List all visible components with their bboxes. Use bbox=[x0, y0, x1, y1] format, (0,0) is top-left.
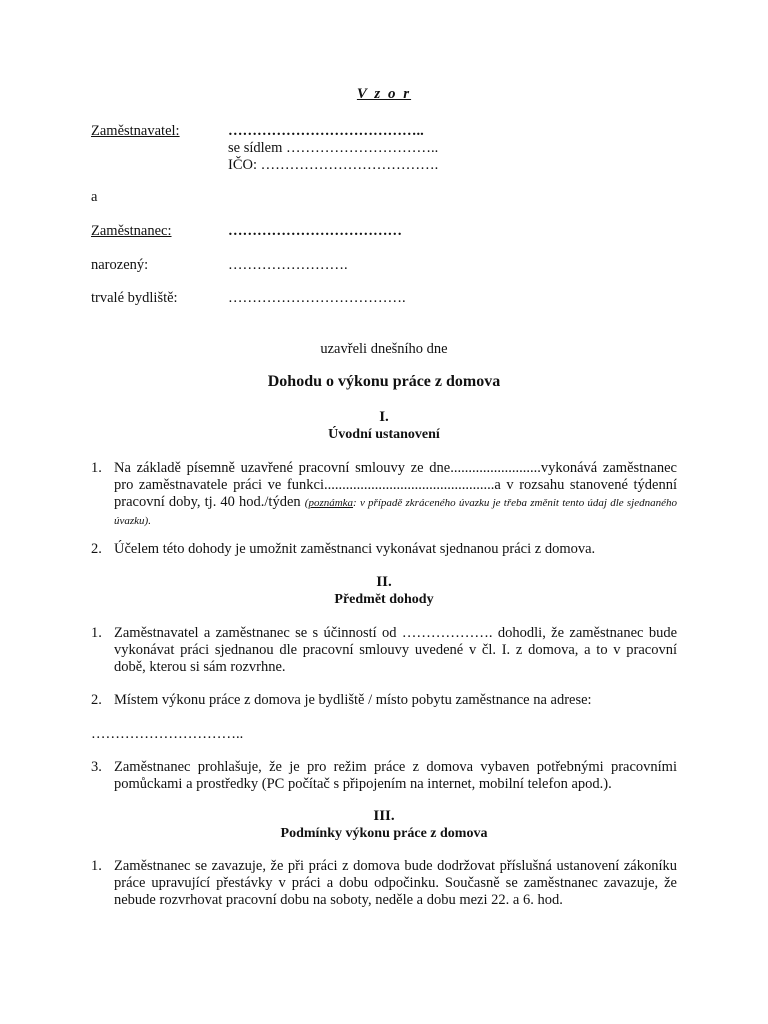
item-number: 1. bbox=[91, 460, 102, 476]
section-3-heading: Podmínky výkonu práce z domova bbox=[280, 826, 488, 841]
item-text: Zaměstnanec prohlašuje, že je pro režim práce z domova vybaven potřebnými pracovními pomůckami a prostředky (PC počítač s připojením na internet, mobilní telefon apod.). bbox=[114, 759, 677, 792]
item-text: Zaměstnanec se zavazuje, že při práci z domova bude dodržovat příslušná ustanovení zákoníku práce upravující přestávky v práci a dobu odpočinku. Současně se zaměstnanec zavazuje, že nebude rozvrhovat pracovní dobu na soboty, neděle a dobu mezi 22. a 6. hod. bbox=[114, 858, 677, 908]
section-1-number: I. bbox=[379, 409, 389, 425]
section-2-item-3 bbox=[91, 759, 677, 793]
section-3-number: III. bbox=[373, 808, 395, 824]
residence-label: trvalé bydliště: bbox=[91, 290, 178, 306]
born-label: narozený: bbox=[91, 257, 149, 273]
employee-label: Zaměstnanec: bbox=[91, 223, 172, 239]
residence-value: ………………………………. bbox=[228, 290, 406, 306]
employer-ico: IČO: ………………………………. bbox=[228, 157, 439, 173]
employer-label: Zaměstnavatel: bbox=[91, 123, 180, 139]
item-text: Místem výkonu práce z domova je bydliště / místo pobytu zaměstnance na adrese: bbox=[114, 692, 592, 708]
section-2-item-2 bbox=[91, 692, 677, 709]
section-2-heading: Předmět dohody bbox=[334, 592, 434, 607]
item-text: Na základě písemně uzavřené pracovní smlouvy ze dne.........................vykonává zaměstnanec pro zaměstnavatele práci ve funkci...............................................a v rozsahu stanovené týdenní pracovní doby, tj. 40 hod./týden bbox=[114, 460, 677, 510]
section-1-item-2 bbox=[91, 541, 677, 558]
section-1-item-1: 1. Na základě písemně uzavřené pracovní smlouvy ze dne.........................vykonává zaměstnanec pro zaměstnavatele práci ve funkci...............................................a v rozsahu stanovené týdenní pracovní doby, tj. 40 hod./týden (poznámka: v případě zkráceného úvazku je třeba změnit tento údaj dle sjednaného úvazku). bbox=[91, 460, 677, 527]
note-text: : v případě zkráceného úvazku je třeba změnit tento údaj dle sjednaného úvazku bbox=[114, 497, 677, 527]
item-text: Zaměstnavatel a zaměstnanec se s účinností od ………………. dohodli, že zaměstnanec bude vykonávat práci sjednanou dle pracovní smlouvy uvedené v čl. I. z domova, a to v pracovní době, kterou si sám rozvrhne. bbox=[114, 625, 677, 675]
agreement-title: Dohodu o výkonu práce z domova bbox=[267, 373, 501, 390]
item-number: 1. bbox=[91, 625, 102, 641]
item-number: 2. bbox=[91, 541, 102, 557]
document-title: V z o r bbox=[356, 86, 412, 102]
section-1-heading: Úvodní ustanovení bbox=[328, 427, 440, 442]
born-value: ……………………. bbox=[228, 257, 348, 273]
and-connector: a bbox=[91, 189, 98, 205]
employer-seat: se sídlem ………………………….. bbox=[228, 140, 439, 156]
address-placeholder: ………………………….. bbox=[91, 726, 244, 742]
note-label: poznámka bbox=[308, 497, 354, 509]
section-2-item-1 bbox=[91, 625, 677, 676]
section-2-number: II. bbox=[376, 574, 392, 590]
item-number: 3. bbox=[91, 759, 102, 775]
employee-value: ……………………………… bbox=[228, 223, 402, 239]
employer-value: ………………………………….. bbox=[228, 123, 424, 139]
item-text: Účelem této dohody je umožnit zaměstnanci vykonávat sjednanou práci z domova. bbox=[114, 541, 596, 557]
item-number: 2. bbox=[91, 692, 102, 708]
intro-text: uzavřeli dnešního dne bbox=[320, 341, 448, 357]
section-3-item-1 bbox=[91, 858, 677, 909]
item-number: 1. bbox=[91, 858, 102, 874]
